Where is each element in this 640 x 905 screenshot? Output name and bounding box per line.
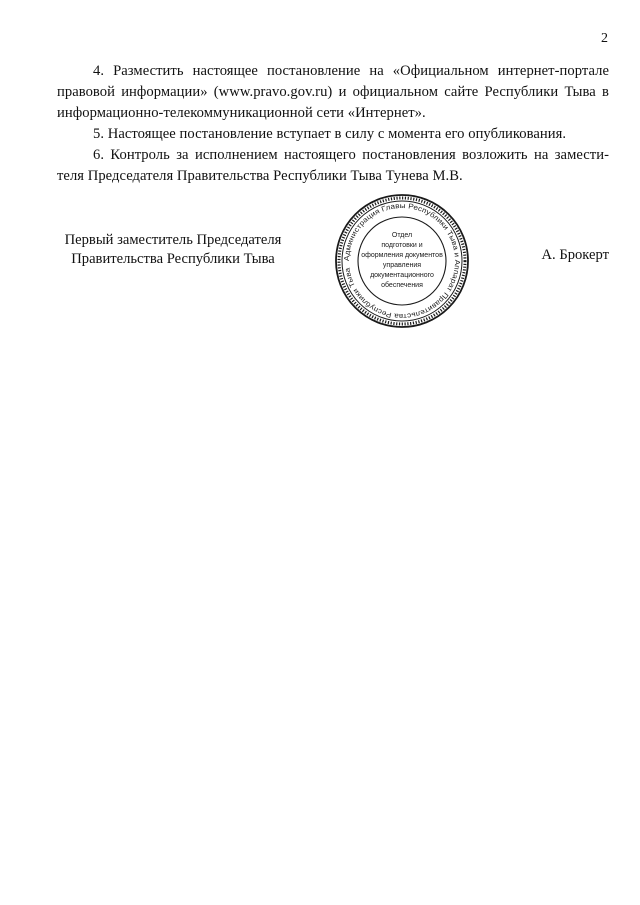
paragraph-6: [57, 145, 609, 187]
official-stamp: [334, 193, 470, 329]
paragraph-5: [57, 124, 609, 145]
stamp-center-line: оформления документов: [361, 252, 443, 259]
paragraph-line: правовой информации» (www.pravo.gov.ru) и официальном сайте Республики Тыва в: [57, 84, 609, 100]
page-number: 2: [601, 31, 608, 46]
stamp-center-line: управления: [382, 262, 422, 269]
signature-block: [57, 231, 609, 321]
stamp-center-line: обеспечения: [381, 282, 423, 289]
signatory-title-line: Правительства Республики Тыва: [71, 251, 275, 267]
stamp-ring-text: Администрация Главы Республики Тыва и Аппарат Правительства Республики Тыва: [341, 200, 463, 322]
document-body: [57, 61, 609, 187]
signatory-name: А. Брокерт: [541, 247, 609, 263]
stamp-center-line: Отдел: [391, 232, 413, 239]
paragraph-line: 5. Настоящее постановление вступает в силу с момента его опубликования.: [93, 126, 567, 142]
stamp-center-line: документационного: [370, 272, 434, 279]
signatory-title-line: Первый заместитель Председателя: [64, 232, 282, 248]
signatory-title: [57, 231, 289, 269]
paragraph-line: информационно-телекоммуникационной сети «Интернет».: [57, 105, 426, 121]
paragraph-line: теля Председателя Правительства Республики Тыва Тунева М.В.: [57, 168, 463, 184]
stamp-center-line: подготовки и: [381, 242, 423, 249]
paragraph-line: 6. Контроль за исполнением настоящего постановления возложить на замести-: [93, 147, 609, 163]
paragraph-4: [57, 61, 609, 124]
paragraph-line: 4. Разместить настоящее постановление на «Официальном интернет-портале: [93, 63, 609, 79]
